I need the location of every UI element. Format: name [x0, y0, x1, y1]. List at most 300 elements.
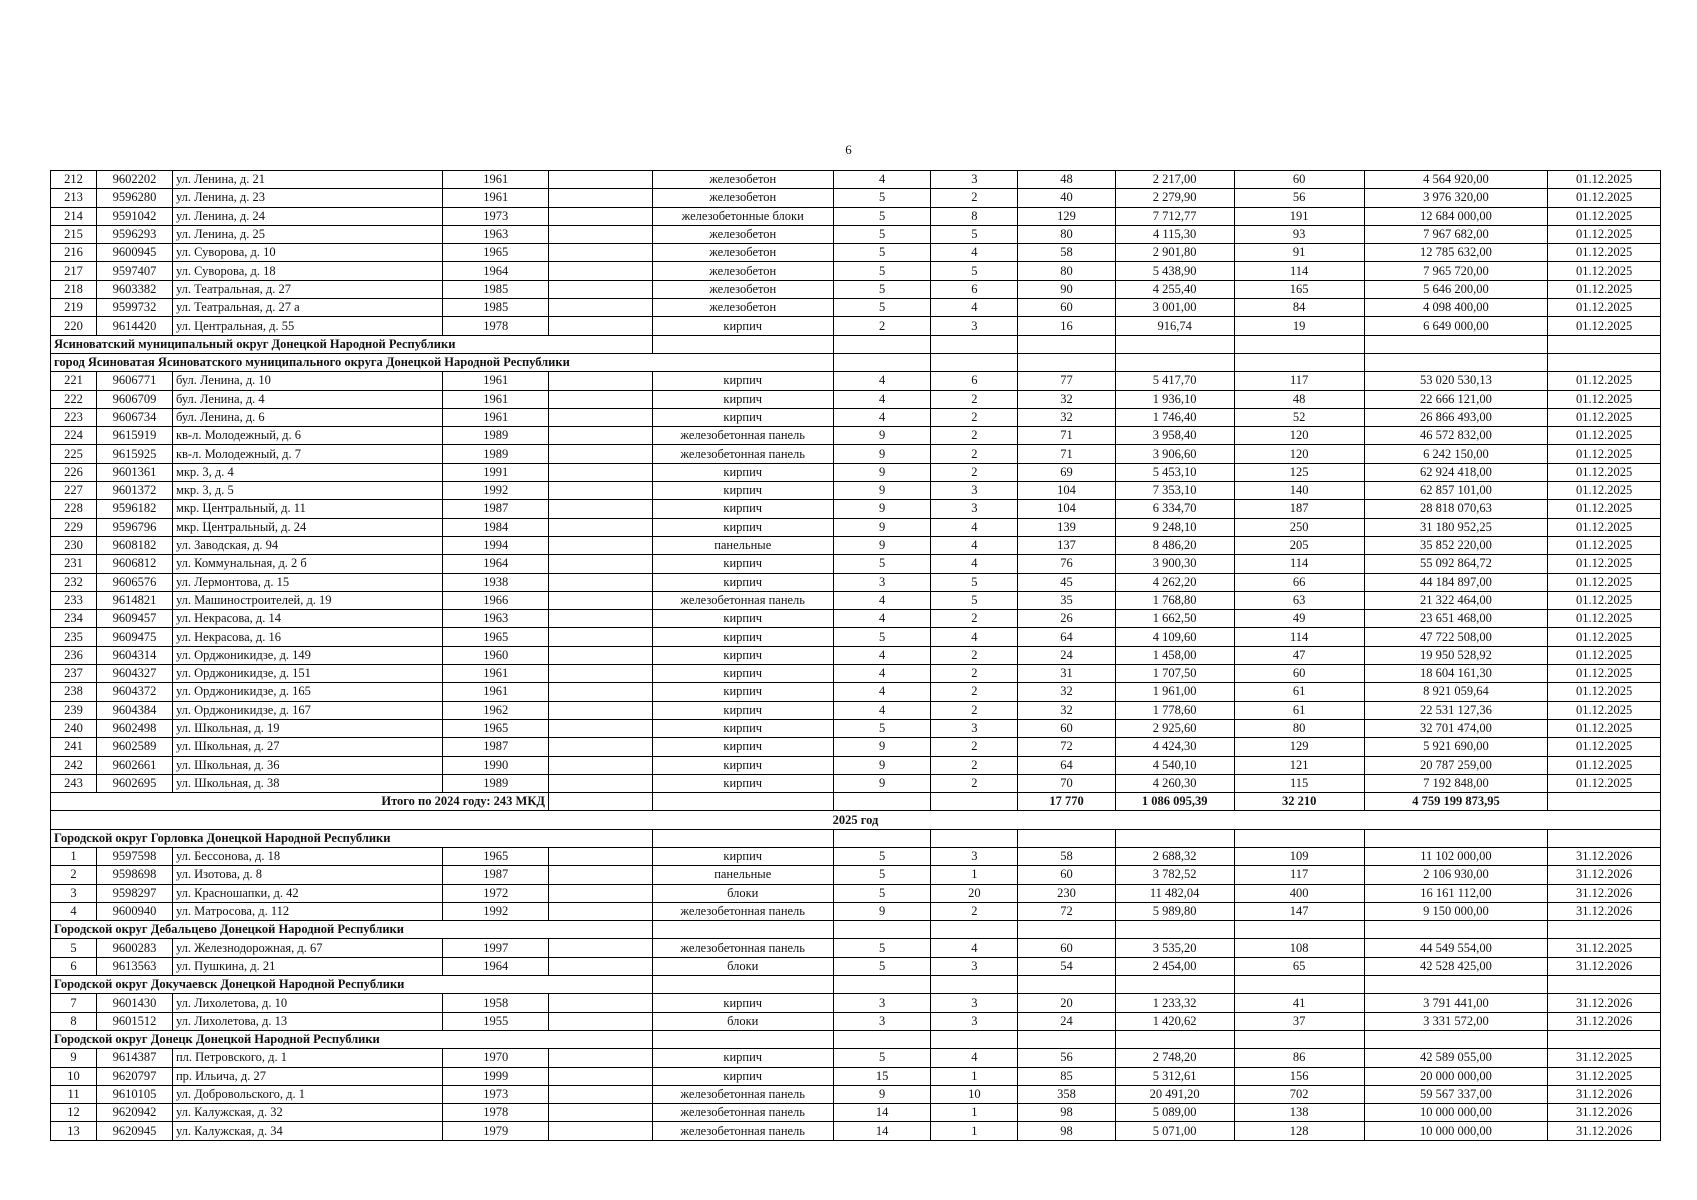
area-cell: 3 900,30 [1115, 555, 1234, 573]
table-row [51, 262, 1661, 280]
cost-cell: 16 161 112,00 [1364, 884, 1547, 902]
empty-cell [931, 976, 1018, 994]
build-year-cell: 1987 [443, 866, 549, 884]
address-cell: ул. Ленина, д. 24 [172, 207, 443, 225]
build-year-cell: 1961 [443, 372, 549, 390]
table-row [51, 939, 1661, 957]
empty-cell [1364, 829, 1547, 847]
empty-cell [652, 829, 833, 847]
residents-cell: 129 [1234, 738, 1364, 756]
deadline-cell: 01.12.2025 [1548, 171, 1661, 189]
address-cell: ул. Некрасова, д. 14 [172, 610, 443, 628]
area-cell: 20 491,20 [1115, 1085, 1234, 1103]
empty-cell [549, 262, 653, 280]
empty-cell [1364, 921, 1547, 939]
build-year-cell: 1973 [443, 1085, 549, 1103]
apartments-cell: 69 [1018, 463, 1115, 481]
address-cell: ул. Изотова, д. 8 [172, 866, 443, 884]
address-cell: ул. Центральная, д. 55 [172, 317, 443, 335]
entrances-cell: 2 [931, 665, 1018, 683]
deadline-cell: 01.12.2025 [1548, 244, 1661, 262]
total-row [51, 793, 1661, 811]
table-row [51, 445, 1661, 463]
area-cell: 9 248,10 [1115, 518, 1234, 536]
floors-cell: 5 [833, 280, 930, 298]
empty-cell [1018, 335, 1115, 353]
floors-cell: 4 [833, 591, 930, 609]
table-row [51, 866, 1661, 884]
apartments-cell: 139 [1018, 518, 1115, 536]
apartments-cell: 26 [1018, 610, 1115, 628]
entrances-cell: 1 [931, 866, 1018, 884]
table-row [51, 518, 1661, 536]
area-cell: 5 453,10 [1115, 463, 1234, 481]
floors-cell: 4 [833, 408, 930, 426]
row-number-cell: 226 [51, 463, 97, 481]
deadline-cell: 01.12.2025 [1548, 262, 1661, 280]
build-year-cell: 1990 [443, 756, 549, 774]
deadline-cell: 01.12.2025 [1548, 536, 1661, 554]
empty-cell [931, 1030, 1018, 1048]
build-year-cell: 1961 [443, 665, 549, 683]
empty-cell [1364, 353, 1547, 371]
empty-cell [549, 1012, 653, 1030]
empty-cell [1364, 1030, 1547, 1048]
area-cell: 5 438,90 [1115, 262, 1234, 280]
building-code-cell: 9600283 [97, 939, 173, 957]
cost-cell: 3 976 320,00 [1364, 189, 1547, 207]
deadline-cell: 31.12.2025 [1548, 1049, 1661, 1067]
cost-cell: 7 967 682,00 [1364, 225, 1547, 243]
build-year-cell: 1965 [443, 244, 549, 262]
deadline-cell: 31.12.2026 [1548, 847, 1661, 865]
deadline-cell: 01.12.2025 [1548, 719, 1661, 737]
build-year-cell: 1961 [443, 408, 549, 426]
building-code-cell: 9599732 [97, 299, 173, 317]
empty-cell [931, 793, 1018, 811]
cost-cell: 21 322 464,00 [1364, 591, 1547, 609]
row-number-cell: 225 [51, 445, 97, 463]
wall-material-cell: кирпич [652, 372, 833, 390]
table-row [51, 994, 1661, 1012]
wall-material-cell: кирпич [652, 482, 833, 500]
row-number-cell: 222 [51, 390, 97, 408]
row-number-cell: 242 [51, 756, 97, 774]
apartments-cell: 24 [1018, 1012, 1115, 1030]
empty-cell [549, 1049, 653, 1067]
district-header-row [51, 335, 1661, 353]
wall-material-cell: железобетонная панель [652, 1104, 833, 1122]
area-cell: 11 482,04 [1115, 884, 1234, 902]
wall-material-cell: железобетон [652, 280, 833, 298]
cost-cell: 12 785 632,00 [1364, 244, 1547, 262]
cost-cell: 18 604 161,30 [1364, 665, 1547, 683]
address-cell: ул. Некрасова, д. 16 [172, 628, 443, 646]
entrances-cell: 2 [931, 701, 1018, 719]
table-row [51, 884, 1661, 902]
building-code-cell: 9606812 [97, 555, 173, 573]
residents-cell: 49 [1234, 610, 1364, 628]
wall-material-cell: панельные [652, 536, 833, 554]
address-cell: ул. Калужская, д. 34 [172, 1122, 443, 1140]
table-row [51, 1012, 1661, 1030]
floors-cell: 4 [833, 610, 930, 628]
entrances-cell: 3 [931, 957, 1018, 975]
apartments-cell: 24 [1018, 646, 1115, 664]
entrances-cell: 4 [931, 1049, 1018, 1067]
cost-cell: 35 852 220,00 [1364, 536, 1547, 554]
apartments-cell: 20 [1018, 994, 1115, 1012]
row-number-cell: 3 [51, 884, 97, 902]
area-cell: 4 255,40 [1115, 280, 1234, 298]
table-row [51, 701, 1661, 719]
cost-cell: 8 921 059,64 [1364, 683, 1547, 701]
building-code-cell: 9606771 [97, 372, 173, 390]
wall-material-cell: кирпич [652, 573, 833, 591]
cost-cell: 11 102 000,00 [1364, 847, 1547, 865]
residents-cell: 117 [1234, 372, 1364, 390]
building-code-cell: 9604372 [97, 683, 173, 701]
apartments-cell: 137 [1018, 536, 1115, 554]
row-number-cell: 8 [51, 1012, 97, 1030]
address-cell: ул. Суворова, д. 10 [172, 244, 443, 262]
deadline-cell: 01.12.2025 [1548, 463, 1661, 481]
address-cell: кв-л. Молодежный, д. 7 [172, 445, 443, 463]
table-row [51, 573, 1661, 591]
empty-cell [549, 482, 653, 500]
residents-cell: 60 [1234, 665, 1364, 683]
row-number-cell: 12 [51, 1104, 97, 1122]
wall-material-cell: железобетонные блоки [652, 207, 833, 225]
address-cell: ул. Орджоникидзе, д. 151 [172, 665, 443, 683]
wall-material-cell: кирпич [652, 738, 833, 756]
build-year-cell: 1992 [443, 482, 549, 500]
cost-cell: 7 965 720,00 [1364, 262, 1547, 280]
residents-cell: 250 [1234, 518, 1364, 536]
cost-cell: 5 646 200,00 [1364, 280, 1547, 298]
apartments-cell: 32 [1018, 683, 1115, 701]
build-year-cell: 1955 [443, 1012, 549, 1030]
address-cell: ул. Ленина, д. 25 [172, 225, 443, 243]
building-code-cell: 9602695 [97, 774, 173, 792]
row-number-cell: 10 [51, 1067, 97, 1085]
address-cell: ул. Школьная, д. 19 [172, 719, 443, 737]
row-number-cell: 232 [51, 573, 97, 591]
apartments-cell: 60 [1018, 719, 1115, 737]
wall-material-cell: железобетон [652, 299, 833, 317]
build-year-cell: 1991 [443, 463, 549, 481]
table-row [51, 1049, 1661, 1067]
building-code-cell: 9600940 [97, 902, 173, 920]
deadline-cell: 01.12.2025 [1548, 683, 1661, 701]
empty-cell [549, 1067, 653, 1085]
residents-cell: 93 [1234, 225, 1364, 243]
empty-cell [1548, 976, 1661, 994]
building-code-cell: 9597598 [97, 847, 173, 865]
entrances-cell: 4 [931, 628, 1018, 646]
apartments-cell: 16 [1018, 317, 1115, 335]
empty-cell [549, 372, 653, 390]
building-code-cell: 9602498 [97, 719, 173, 737]
apartments-cell: 71 [1018, 445, 1115, 463]
row-number-cell: 224 [51, 427, 97, 445]
cost-cell: 10 000 000,00 [1364, 1122, 1547, 1140]
wall-material-cell: железобетонная панель [652, 1085, 833, 1103]
empty-cell [1115, 976, 1234, 994]
area-cell: 2 217,00 [1115, 171, 1234, 189]
deadline-cell: 31.12.2025 [1548, 939, 1661, 957]
building-code-cell: 9614387 [97, 1049, 173, 1067]
apartments-cell: 98 [1018, 1104, 1115, 1122]
building-code-cell: 9601372 [97, 482, 173, 500]
deadline-cell: 01.12.2025 [1548, 628, 1661, 646]
empty-cell [549, 427, 653, 445]
table-row [51, 408, 1661, 426]
residents-cell: 80 [1234, 719, 1364, 737]
table-row [51, 225, 1661, 243]
floors-cell: 9 [833, 738, 930, 756]
empty-cell [549, 902, 653, 920]
area-cell: 2 454,00 [1115, 957, 1234, 975]
apartments-cell: 64 [1018, 628, 1115, 646]
row-number-cell: 233 [51, 591, 97, 609]
apartments-cell: 85 [1018, 1067, 1115, 1085]
empty-cell [1548, 829, 1661, 847]
address-cell: ул. Заводская, д. 94 [172, 536, 443, 554]
area-cell: 4 109,60 [1115, 628, 1234, 646]
build-year-cell: 1978 [443, 1104, 549, 1122]
wall-material-cell: железобетон [652, 171, 833, 189]
row-number-cell: 4 [51, 902, 97, 920]
floors-cell: 3 [833, 573, 930, 591]
building-code-cell: 9614420 [97, 317, 173, 335]
residents-cell: 65 [1234, 957, 1364, 975]
empty-cell [549, 939, 653, 957]
residents-cell: 108 [1234, 939, 1364, 957]
empty-cell [549, 445, 653, 463]
empty-cell [931, 335, 1018, 353]
address-cell: ул. Школьная, д. 27 [172, 738, 443, 756]
build-year-cell: 1985 [443, 299, 549, 317]
address-cell: ул. Театральная, д. 27 [172, 280, 443, 298]
deadline-cell: 01.12.2025 [1548, 591, 1661, 609]
table-row [51, 957, 1661, 975]
residents-cell: 47 [1234, 646, 1364, 664]
deadline-cell: 01.12.2025 [1548, 317, 1661, 335]
entrances-cell: 2 [931, 902, 1018, 920]
empty-cell [833, 829, 930, 847]
table-row [51, 482, 1661, 500]
wall-material-cell: кирпич [652, 665, 833, 683]
entrances-cell: 6 [931, 280, 1018, 298]
cost-cell: 20 000 000,00 [1364, 1067, 1547, 1085]
entrances-cell: 4 [931, 536, 1018, 554]
building-code-cell: 9614821 [97, 591, 173, 609]
district-header-row [51, 921, 1661, 939]
residents-cell: 66 [1234, 573, 1364, 591]
empty-cell [1018, 976, 1115, 994]
table-row [51, 536, 1661, 554]
apartments-cell: 72 [1018, 738, 1115, 756]
row-number-cell: 239 [51, 701, 97, 719]
entrances-cell: 1 [931, 1067, 1018, 1085]
area-cell: 4 540,10 [1115, 756, 1234, 774]
cost-cell: 42 589 055,00 [1364, 1049, 1547, 1067]
building-code-cell: 9604314 [97, 646, 173, 664]
cost-cell: 62 924 418,00 [1364, 463, 1547, 481]
table-row [51, 847, 1661, 865]
building-code-cell: 9598297 [97, 884, 173, 902]
apartments-cell: 129 [1018, 207, 1115, 225]
district-title: Городской округ Горловка Донецкой Народной Республики [51, 829, 653, 847]
deadline-cell: 31.12.2026 [1548, 957, 1661, 975]
build-year-cell: 1989 [443, 774, 549, 792]
residents-cell: 187 [1234, 500, 1364, 518]
empty-cell [1234, 921, 1364, 939]
entrances-cell: 5 [931, 262, 1018, 280]
wall-material-cell: железобетонная панель [652, 591, 833, 609]
apartments-cell: 60 [1018, 939, 1115, 957]
area-cell: 1 746,40 [1115, 408, 1234, 426]
total-label: Итого по 2024 году: 243 МКД [51, 793, 549, 811]
empty-cell [1364, 976, 1547, 994]
area-cell: 7 712,77 [1115, 207, 1234, 225]
deadline-cell: 01.12.2025 [1548, 482, 1661, 500]
empty-cell [549, 207, 653, 225]
floors-cell: 5 [833, 884, 930, 902]
empty-cell [549, 390, 653, 408]
residents-cell: 191 [1234, 207, 1364, 225]
apartments-cell: 31 [1018, 665, 1115, 683]
residents-cell: 120 [1234, 445, 1364, 463]
row-number-cell: 213 [51, 189, 97, 207]
apartments-cell: 45 [1018, 573, 1115, 591]
entrances-cell: 10 [931, 1085, 1018, 1103]
row-number-cell: 223 [51, 408, 97, 426]
table-row [51, 500, 1661, 518]
floors-cell: 5 [833, 1049, 930, 1067]
building-code-cell: 9597407 [97, 262, 173, 280]
floors-cell: 5 [833, 866, 930, 884]
empty-cell [1364, 335, 1547, 353]
floors-cell: 4 [833, 665, 930, 683]
entrances-cell: 2 [931, 756, 1018, 774]
deadline-cell: 01.12.2025 [1548, 189, 1661, 207]
building-code-cell: 9610105 [97, 1085, 173, 1103]
entrances-cell: 5 [931, 225, 1018, 243]
empty-cell [549, 317, 653, 335]
apartments-cell: 40 [1018, 189, 1115, 207]
table-row [51, 189, 1661, 207]
building-code-cell: 9601361 [97, 463, 173, 481]
build-year-cell: 1961 [443, 683, 549, 701]
district-title: Городской округ Донецк Донецкой Народной Республики [51, 1030, 653, 1048]
deadline-cell: 01.12.2025 [1548, 427, 1661, 445]
deadline-cell: 01.12.2025 [1548, 701, 1661, 719]
empty-cell [1018, 353, 1115, 371]
empty-cell [833, 353, 930, 371]
cost-cell: 44 184 897,00 [1364, 573, 1547, 591]
table-row [51, 610, 1661, 628]
empty-cell [1548, 1030, 1661, 1048]
build-year-cell: 1989 [443, 427, 549, 445]
residents-cell: 56 [1234, 189, 1364, 207]
residents-cell: 48 [1234, 390, 1364, 408]
building-code-cell: 9620945 [97, 1122, 173, 1140]
building-code-cell: 9615919 [97, 427, 173, 445]
building-code-cell: 9615925 [97, 445, 173, 463]
table-row [51, 171, 1661, 189]
deadline-cell: 31.12.2025 [1548, 1067, 1661, 1085]
address-cell: ул. Лихолетова, д. 10 [172, 994, 443, 1012]
building-code-cell: 9620797 [97, 1067, 173, 1085]
apartments-cell: 64 [1018, 756, 1115, 774]
empty-cell [549, 793, 653, 811]
row-number-cell: 11 [51, 1085, 97, 1103]
floors-cell: 4 [833, 701, 930, 719]
floors-cell: 9 [833, 902, 930, 920]
cost-cell: 53 020 530,13 [1364, 372, 1547, 390]
floors-cell: 9 [833, 427, 930, 445]
district-header-row [51, 976, 1661, 994]
floors-cell: 5 [833, 847, 930, 865]
district-header-row [51, 829, 1661, 847]
apartments-cell: 98 [1018, 1122, 1115, 1140]
cost-cell: 44 549 554,00 [1364, 939, 1547, 957]
deadline-cell: 01.12.2025 [1548, 573, 1661, 591]
address-cell: бул. Ленина, д. 6 [172, 408, 443, 426]
empty-cell [549, 847, 653, 865]
deadline-cell: 31.12.2026 [1548, 1122, 1661, 1140]
build-year-cell: 1963 [443, 610, 549, 628]
cost-cell: 42 528 425,00 [1364, 957, 1547, 975]
cost-cell: 10 000 000,00 [1364, 1104, 1547, 1122]
empty-cell [549, 774, 653, 792]
empty-cell [652, 1030, 833, 1048]
apartments-cell: 71 [1018, 427, 1115, 445]
cost-cell: 9 150 000,00 [1364, 902, 1547, 920]
cost-cell: 3 331 572,00 [1364, 1012, 1547, 1030]
entrances-cell: 20 [931, 884, 1018, 902]
floors-cell: 5 [833, 555, 930, 573]
cost-cell: 55 092 864,72 [1364, 555, 1547, 573]
row-number-cell: 231 [51, 555, 97, 573]
residents-cell: 400 [1234, 884, 1364, 902]
deadline-cell: 01.12.2025 [1548, 280, 1661, 298]
area-cell: 2 925,60 [1115, 719, 1234, 737]
wall-material-cell: кирпич [652, 683, 833, 701]
row-number-cell: 241 [51, 738, 97, 756]
deadline-cell: 31.12.2026 [1548, 1085, 1661, 1103]
deadline-cell: 01.12.2025 [1548, 518, 1661, 536]
deadline-cell: 01.12.2025 [1548, 408, 1661, 426]
cost-cell: 4 098 400,00 [1364, 299, 1547, 317]
table-row [51, 244, 1661, 262]
page-number: 6 [845, 142, 852, 157]
wall-material-cell: кирпич [652, 555, 833, 573]
wall-material-cell: блоки [652, 1012, 833, 1030]
residents-cell: 84 [1234, 299, 1364, 317]
table-row [51, 719, 1661, 737]
empty-cell [549, 683, 653, 701]
build-year-cell: 1965 [443, 719, 549, 737]
table-row [51, 756, 1661, 774]
build-year-cell: 1961 [443, 171, 549, 189]
wall-material-cell: блоки [652, 957, 833, 975]
apartments-cell: 35 [1018, 591, 1115, 609]
build-year-cell: 1958 [443, 994, 549, 1012]
row-number-cell: 236 [51, 646, 97, 664]
